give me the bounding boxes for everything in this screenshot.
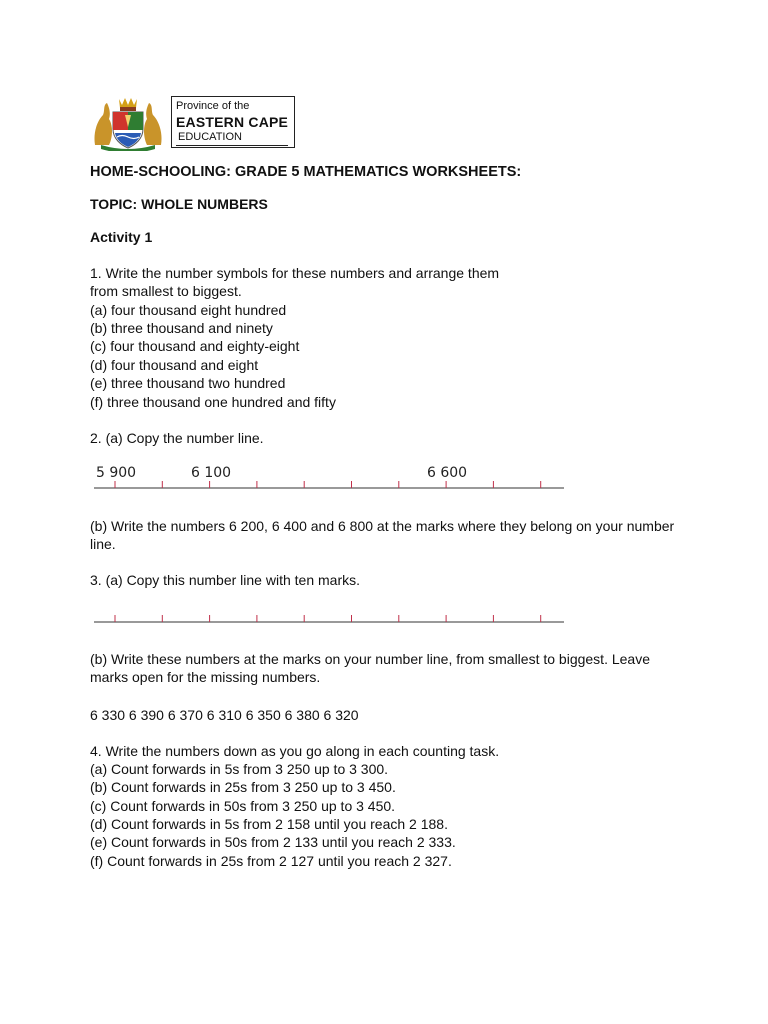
province-label: Province of the bbox=[176, 100, 250, 112]
number-line-label: 6 600 bbox=[427, 465, 468, 481]
region-label: EASTERN CAPE bbox=[176, 114, 289, 130]
q1-item: (e) three thousand two hundred bbox=[90, 375, 286, 391]
q4-item: (a) Count forwards in 5s from 3 250 up to 3 300. bbox=[90, 761, 389, 777]
department-label: EDUCATION bbox=[178, 131, 242, 143]
number-line-label: 5 900 bbox=[96, 465, 137, 481]
q1-item: (d) four thousand and eight bbox=[90, 357, 259, 373]
q4-item: (b) Count forwards in 25s from 3 250 up to 3 450. bbox=[90, 779, 396, 795]
q4-item: (c) Count forwards in 50s from 3 250 up to 3 450. bbox=[90, 798, 396, 814]
q4-item: (d) Count forwards in 5s from 2 158 until you reach 2 188. bbox=[90, 816, 448, 832]
q1-item: (f) three thousand one hundred and fifty bbox=[90, 394, 336, 410]
q3-part-a: 3. (a) Copy this number line with ten marks. bbox=[90, 572, 360, 588]
q4-intro: 4. Write the numbers down as you go along in each counting task. bbox=[90, 743, 500, 759]
header-underline bbox=[176, 145, 288, 146]
q3-number-list: 6 330 6 390 6 370 6 310 6 350 6 380 6 320 bbox=[90, 707, 359, 723]
activity-heading: Activity 1 bbox=[90, 229, 153, 245]
q1-item: (b) three thousand and ninety bbox=[90, 320, 273, 336]
number-line-1 bbox=[90, 458, 570, 494]
q2-part-b: (b) Write the numbers 6 200, 6 400 and 6 800 at the marks where they belong on your number line. bbox=[90, 518, 675, 552]
province-box bbox=[171, 96, 295, 148]
header bbox=[91, 95, 311, 155]
q1-intro-line1: 1. Write the number symbols for these numbers and arrange them bbox=[90, 265, 500, 281]
page-title: HOME-SCHOOLING: GRADE 5 MATHEMATICS WORKSHEETS: bbox=[90, 164, 522, 180]
q4-item: (f) Count forwards in 25s from 2 127 until you reach 2 327. bbox=[90, 853, 452, 869]
number-line-label: 6 100 bbox=[191, 465, 232, 481]
q2-part-a: 2. (a) Copy the number line. bbox=[90, 430, 264, 446]
number-line-2 bbox=[90, 604, 570, 628]
q1-item: (c) four thousand and eighty-eight bbox=[90, 338, 300, 354]
coat-of-arms-icon bbox=[91, 95, 165, 151]
q3-part-b: (b) Write these numbers at the marks on your number line, from smallest to biggest. Leave marks open for the missing numbers. bbox=[90, 651, 650, 685]
q1-item: (a) four thousand eight hundred bbox=[90, 302, 287, 318]
topic-heading: TOPIC: WHOLE NUMBERS bbox=[90, 196, 268, 212]
q4-item: (e) Count forwards in 50s from 2 133 until you reach 2 333. bbox=[90, 834, 456, 850]
q1-intro-line2: from smallest to biggest. bbox=[90, 283, 242, 299]
